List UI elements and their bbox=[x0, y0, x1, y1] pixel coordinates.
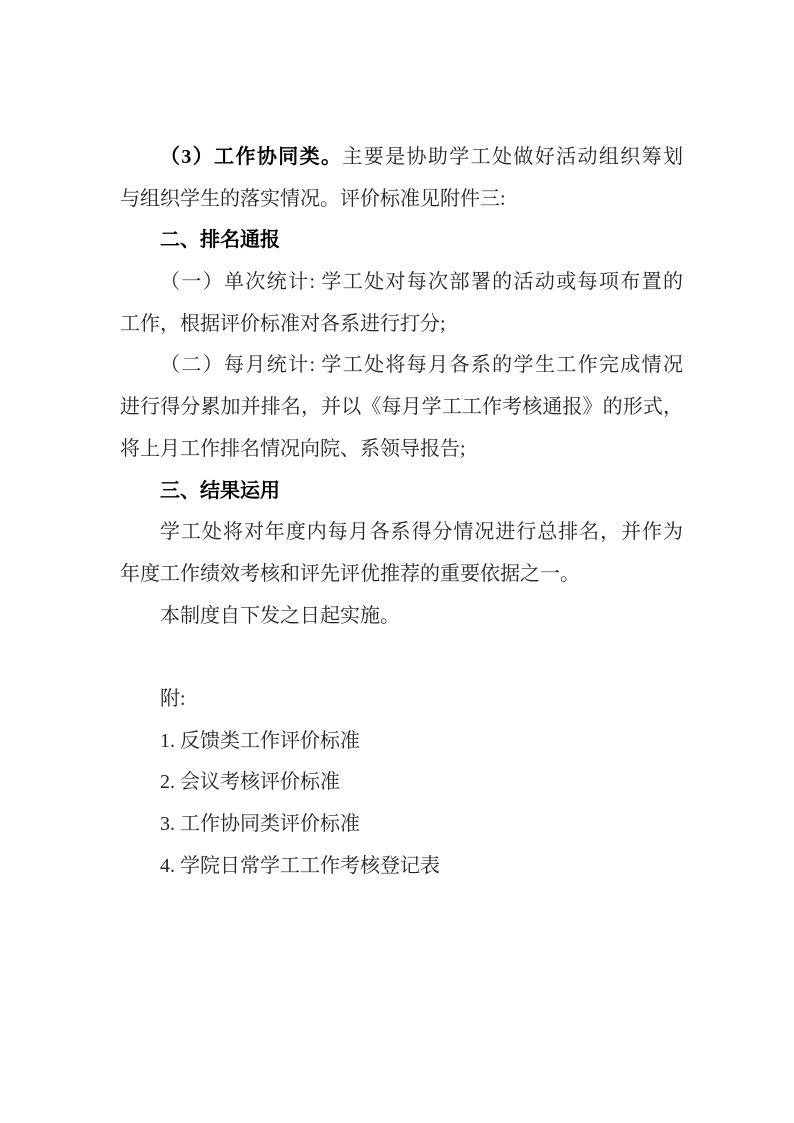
paragraph-result-application-line-1: 学工处将对年度内每月各系得分情况进行总排名，并作为 bbox=[160, 521, 683, 544]
paragraph-monthly-statistics-line-1: （二）每月统计: 学工处将每月各系的学生工作完成情况 bbox=[160, 354, 683, 377]
paragraph-result-application-line-2: 年度工作绩效考核和评先评优推荐的重要依据之一。 bbox=[120, 562, 580, 585]
work-coordination-body-start: 主要是协助学工处做好活动组织筹划 bbox=[342, 146, 683, 168]
blank-line bbox=[120, 637, 683, 679]
paragraph-single-statistics-line-2: 工作，根据评价标准对各系进行打分; bbox=[120, 312, 446, 335]
attachment-item-4: 4. 学院日常学工工作考核登记表 bbox=[160, 854, 440, 877]
document-content bbox=[120, 137, 683, 887]
paragraph-effective-date: 本制度自下发之日起实施。 bbox=[160, 604, 400, 627]
paragraph-work-coordination-line-1 bbox=[120, 137, 683, 179]
attachment-item-2: 2. 会议考核评价标准 bbox=[160, 771, 340, 794]
attachments-label: 附: bbox=[160, 687, 186, 710]
attachment-item-1: 1. 反馈类工作评价标准 bbox=[160, 729, 360, 752]
paragraph-monthly-statistics-line-3: 将上月工作排名情况向院、系领导报告; bbox=[120, 437, 466, 460]
work-coordination-heading-inline: （3）工作协同类。 bbox=[160, 146, 343, 168]
section-heading-ranking-notification: 二、排名通报 bbox=[160, 229, 280, 252]
paragraph-monthly-statistics-line-2: 进行得分累加并排名，并以《每月学工工作考核通报》的形式， bbox=[120, 396, 683, 419]
attachment-item-3: 3. 工作协同类评价标准 bbox=[160, 813, 360, 835]
paragraph-work-coordination-line-2: 与组织学生的落实情况。评价标准见附件三: bbox=[120, 187, 506, 210]
section-heading-result-application: 三、结果运用 bbox=[160, 479, 280, 502]
paragraph-single-statistics-line-1: （一）单次统计: 学工处对每次部署的活动或每项布置的 bbox=[160, 271, 683, 294]
